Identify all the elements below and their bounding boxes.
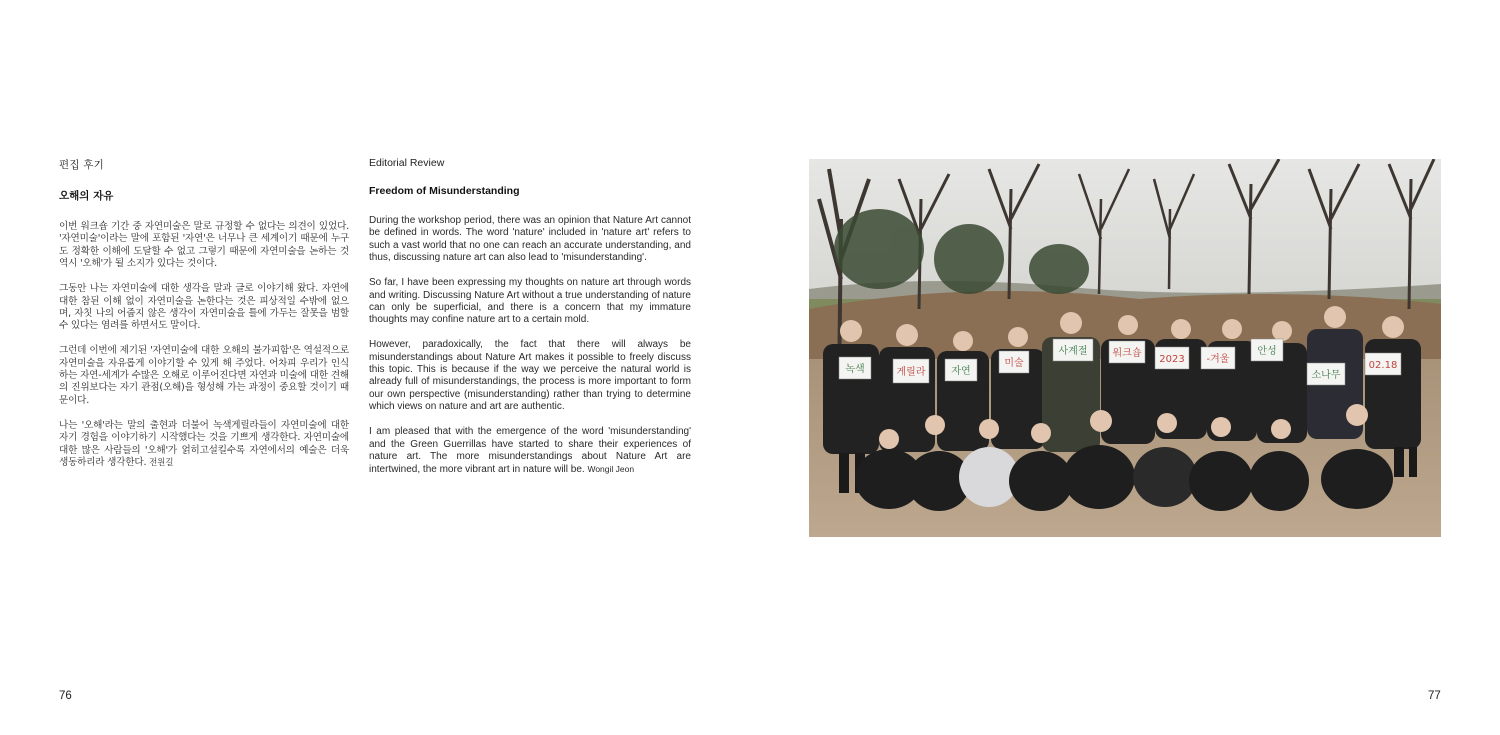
paragraph: 그동안 나는 자연미술에 대한 생각을 말과 글로 이야기해 왔다. 자연에 대한 참된 이해 없이 자연미술을 논한다는 것은 피상적일 수밖에 없으며, 자칫 나의 어줍지 않은 생각이 자연미술을 틀에 가두는 잘못을 범할 수 있다는 염려를 하면서도 말이다. <box>59 283 349 332</box>
paragraph <box>59 420 349 470</box>
sign-label: 워크숍 <box>1112 348 1142 359</box>
page-number-right: 77 <box>1428 690 1441 702</box>
page-number-left: 76 <box>59 690 72 702</box>
sign-label: 2023 <box>1159 354 1185 365</box>
paragraph: During the workshop period, there was an opinion that Nature Art cannot be defined in words. The word 'nature' included in 'nature art' refers to such a vast world that no one can reach an accurate understanding, and thus, discussing nature art can also lead to 'misunderstanding'. <box>369 215 691 264</box>
sign-label: -겨울 <box>1206 354 1230 365</box>
author-signature: Wongil Jeon <box>587 464 635 475</box>
english-column <box>369 157 691 489</box>
korean-column <box>59 157 349 482</box>
article-title: 오해의 자유 <box>59 190 114 202</box>
group-photo-illustration <box>809 159 1441 537</box>
sign-label: 안성 <box>1257 346 1277 357</box>
paragraph <box>369 426 691 477</box>
author-signature: 전원길 <box>149 458 174 468</box>
paragraph-text: I am pleased that with the emergence of the word 'misunderstanding' and the Green Guerrillas have started to share their experiences of nature art. The more misunderstandings about Nature Art are intertwined, the more vibrant art in nature will be. <box>369 426 691 476</box>
paragraph: 이번 워크숍 기간 중 자연미술은 말로 규정할 수 없다는 의견이 있었다. '자연미술'이라는 말에 포함된 '자연'은 너무나 큰 세계이기 때문에 누구도 정확한 이해에 도달할 수 없고 그렇기 때문에 자연미술을 논하는 것 역시 '오해'가 될 소지가 있다는 것이다. <box>59 221 349 270</box>
section-label: Editorial Review <box>369 157 445 169</box>
sign-label: 02.18 <box>1368 360 1398 371</box>
sign-label: 미술 <box>1004 358 1024 369</box>
sign-label: 녹색 <box>845 364 865 375</box>
paragraph: However, paradoxically, the fact that there will always be misunderstandings about Nature Art makes it possible to freely discuss this topic. This is because if the way we perceive the natural world is already full of misunderstandings, the process is more important to form our own perspective (misunderstanding) rather than trying to determine which views on nature and art are authentic. <box>369 339 691 413</box>
paragraph: 그런데 이번에 제기된 '자연미술에 대한 오해의 불가피함'은 역설적으로 자연미술을 자유롭게 이야기할 수 있게 해 주었다. 어차피 우리가 인식하는 자연-세계가 수많은 오해로 이루어진다면 자연과 미술에 대한 견해의 진위보다는 자기 관점(오해)을 형성해 가는 과정이 중요할 것이기 때문이다. <box>59 345 349 406</box>
article-title: Freedom of Misunderstanding <box>369 185 520 197</box>
sign-label: 소나무 <box>1311 370 1341 381</box>
group-photo <box>809 159 1441 537</box>
sign-label: 자연 <box>951 366 971 377</box>
paragraph: So far, I have been expressing my thoughts on nature art through words and writing. Discussing Nature Art without a true understanding of nature can only be superficial, and there is a concern that my immature thoughts may confine nature art to a certain mold. <box>369 277 691 326</box>
section-label: 편집 후기 <box>59 159 104 171</box>
sign-label: 사계절 <box>1058 346 1088 357</box>
paragraph-text: 나는 '오해'라는 말의 출현과 더불어 녹색게릴라들이 자연미술에 대한 자기 경험을 이야기하기 시작했다는 것을 기쁘게 생각한다. 자연미술에 대한 많은 사람들의 '오해'가 얽히고설킬수록 자연에서의 예술은 더욱 생동하리라 생각한다. <box>59 419 349 468</box>
sign-label: 게릴라 <box>896 367 926 378</box>
